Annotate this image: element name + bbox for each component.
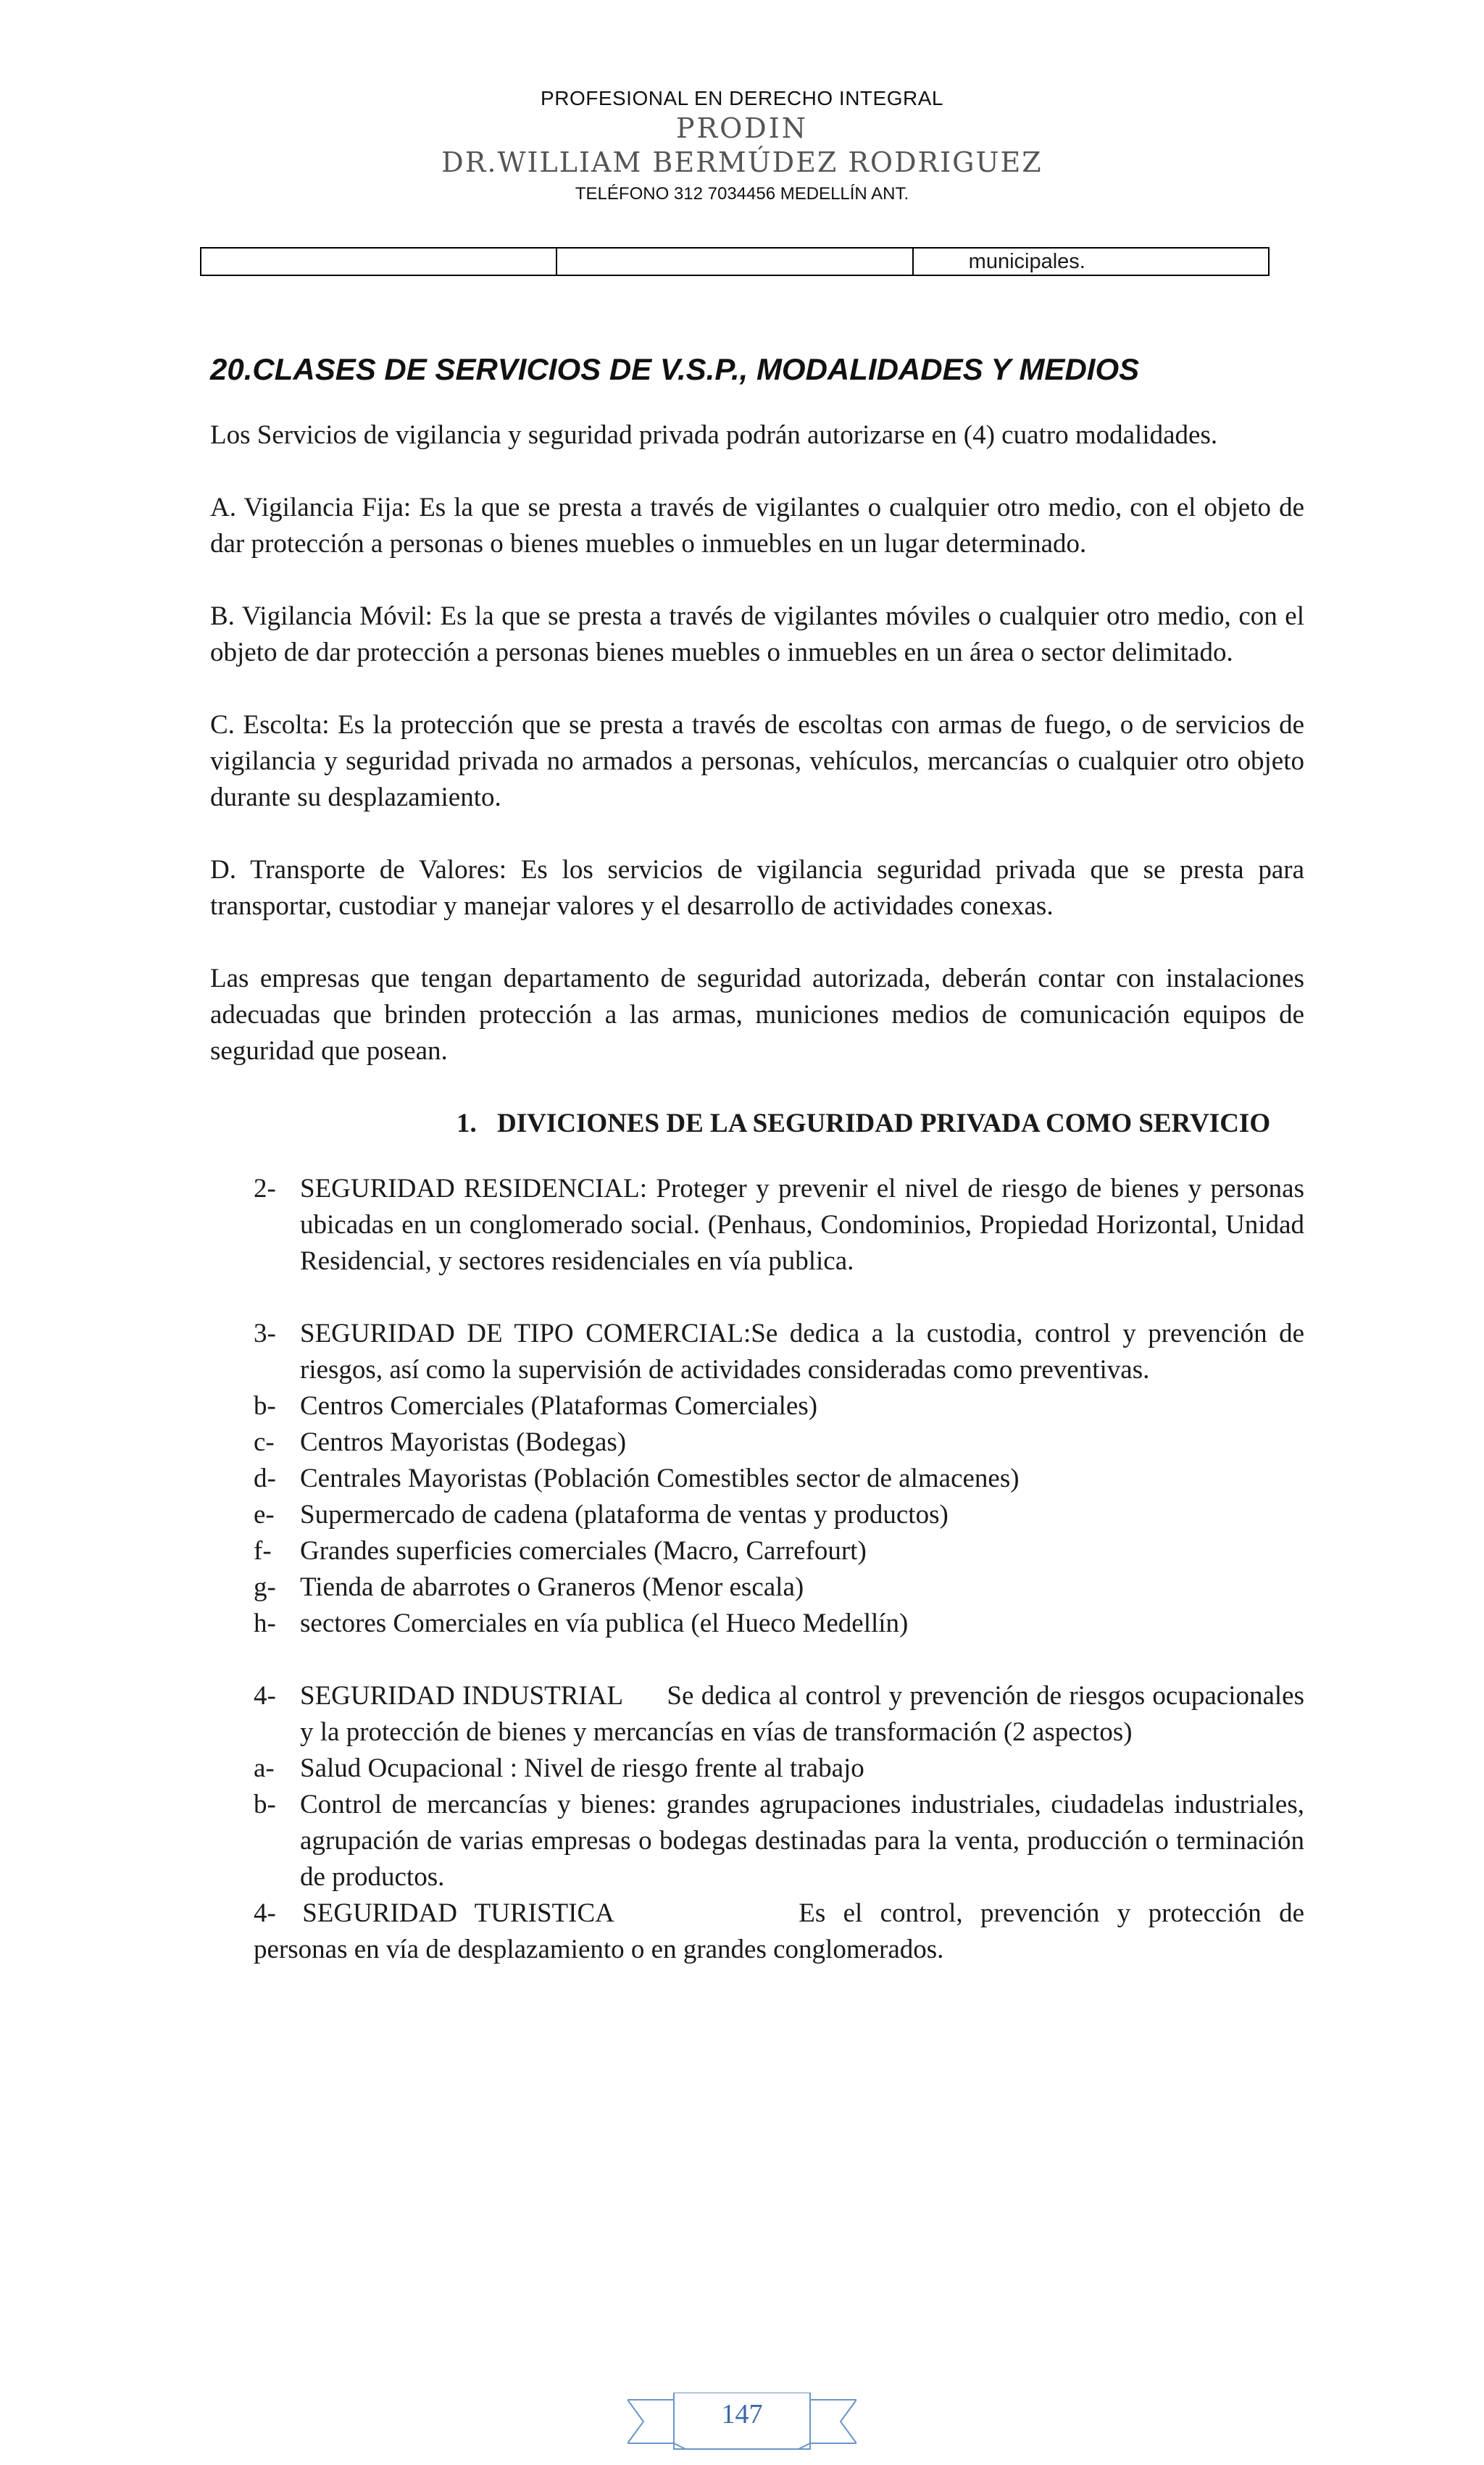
list-marker: b-	[254, 1790, 276, 1819]
list-text: Supermercado de cadena (plataforma de ventas y productos)	[300, 1500, 949, 1530]
header-author: DR.WILLIAM BERMÚDEZ RODRIGUEZ	[441, 146, 1043, 178]
list-marker: g-	[254, 1572, 276, 1602]
list-item	[254, 1751, 1304, 1787]
list-item	[254, 1787, 1304, 1895]
list-item	[254, 1388, 1304, 1425]
list-marker: c-	[254, 1427, 275, 1457]
list-text: sectores Comerciales en vía publica (el Hueco Medellín)	[300, 1609, 909, 1638]
heading-number: 1.	[457, 1109, 477, 1138]
paragraph-vigilancia-movil: B. Vigilancia Móvil: Es la que se presta a través de vigilantes móviles o cualquier otro medio, con el objeto de dar protección a personas bienes muebles o inmuebles en un área o sector delimitado.	[210, 601, 1304, 667]
paragraph-transporte-valores: D. Transporte de Valores: Es los servicios de vigilancia seguridad privada que se presta para transportar, custodiar y manejar valores y el desarrollo de actividades conexas.	[210, 855, 1304, 921]
header-profession: PROFESIONAL EN DERECHO INTEGRAL	[541, 87, 943, 109]
section-title: 20.CLASES DE SERVICIOS DE V.S.P., MODALIDADES Y MEDIOS	[210, 352, 1140, 386]
list-marker: 3-	[254, 1319, 276, 1348]
list-item-residencial	[254, 1171, 1304, 1280]
page-header	[0, 85, 1484, 209]
list-item	[254, 1569, 1304, 1606]
list-marker: 4-	[254, 1681, 276, 1711]
list-marker: f-	[254, 1536, 272, 1566]
page-footer	[628, 2393, 856, 2465]
list-label: SEGURIDAD TURISTICA	[302, 1898, 614, 1928]
list-text: SEGURIDAD DE TIPO COMERCIAL:Se dedica a la custodia, control y prevención de riesgos, así como la supervisión de actividades consideradas como preventivas.	[300, 1319, 1304, 1385]
list-text: Centrales Mayoristas (Población Comestibles sector de almacenes)	[300, 1464, 1020, 1493]
list-text: Centros Comerciales (Plataformas Comerciales)	[300, 1391, 818, 1421]
list-marker: a-	[254, 1753, 275, 1783]
list-text: SEGURIDAD INDUSTRIAL Se dedica al control y prevención de riesgos ocupacionales y la protección de bienes y mercancías en vías de transformación (2 aspectos)	[300, 1681, 1312, 1747]
list-item	[254, 1425, 1304, 1461]
list-item	[254, 1497, 1304, 1533]
list-text: Control de mercancías y bienes: grandes agrupaciones industriales, ciudadelas industriales, agrupación de varias empresas o bodegas destinadas para la venta, producción o terminación de productos.	[300, 1790, 1304, 1892]
list-item-comercial	[254, 1316, 1304, 1388]
list-text: SEGURIDAD RESIDENCIAL: Proteger y prevenir el nivel de riesgo de bienes y personas ubicadas en un conglomerado social. (Penhaus, Condominios, Propiedad Horizontal, Unidad Residencial, y sectores residenciales en vía publica.	[300, 1174, 1304, 1276]
list-item	[254, 1533, 1304, 1569]
list-marker: d-	[254, 1464, 276, 1493]
paragraph-escolta: C. Escolta: Es la protección que se presta a través de escoltas con armas de fuego, o de servicios de vigilancia y seguridad privada no armados a personas, vehículos, mercancías o cualquier otro objeto durante su desplazamiento.	[210, 710, 1304, 812]
paragraph-intro: Los Servicios de vigilancia y seguridad privada podrán autorizarse en (4) cuatro modalidades.	[210, 420, 1218, 450]
list-marker: b-	[254, 1391, 276, 1421]
page-number: 147	[721, 2399, 763, 2429]
table-cell	[557, 249, 913, 275]
header-phone: TELÉFONO 312 7034456 MEDELLÍN ANT.	[575, 184, 909, 204]
list-text: Tienda de abarrotes o Graneros (Menor escala)	[300, 1572, 804, 1602]
numbered-heading	[457, 1106, 1304, 1142]
paragraph-empresas: Las empresas que tengan departamento de seguridad autorizada, deberán contar con instalaciones adecuadas que brinden protección a las armas, municiones medios de comunicación equipos de seguridad que posean.	[210, 964, 1304, 1066]
list-item	[254, 1461, 1304, 1497]
header-brand: PRODIN	[675, 112, 809, 144]
list-marker: h-	[254, 1609, 276, 1638]
list-text: Es el control, prevención y protección de personas en vía de desplazamiento o en grandes conglomerados.	[254, 1898, 1305, 1964]
list-marker: 4-	[254, 1898, 276, 1928]
list-text: Centros Mayoristas (Bodegas)	[300, 1427, 627, 1457]
table-cell	[201, 249, 557, 275]
list-item-industrial	[254, 1678, 1312, 1751]
table-cell: municipales.	[968, 250, 1085, 273]
heading-text: DIVICIONES DE LA SEGURIDAD PRIVADA COMO SERVICIO	[497, 1109, 1271, 1138]
list-text: Salud Ocupacional : Nivel de riesgo frente al trabajo	[300, 1753, 864, 1783]
paragraph-vigilancia-fija: A. Vigilancia Fija: Es la que se presta a través de vigilantes o cualquier otro medio, con el objeto de dar protección a personas o bienes muebles o inmuebles en un lugar determinado.	[210, 493, 1304, 559]
list-text: Grandes superficies comerciales (Macro, Carrefourt)	[300, 1536, 867, 1566]
document-body	[210, 348, 1312, 1968]
list-item-turistica	[254, 1895, 1304, 1968]
list-marker: e-	[254, 1500, 275, 1530]
list-item	[254, 1606, 1304, 1642]
table-fragment	[200, 247, 1270, 276]
list-marker: 2-	[254, 1174, 276, 1204]
